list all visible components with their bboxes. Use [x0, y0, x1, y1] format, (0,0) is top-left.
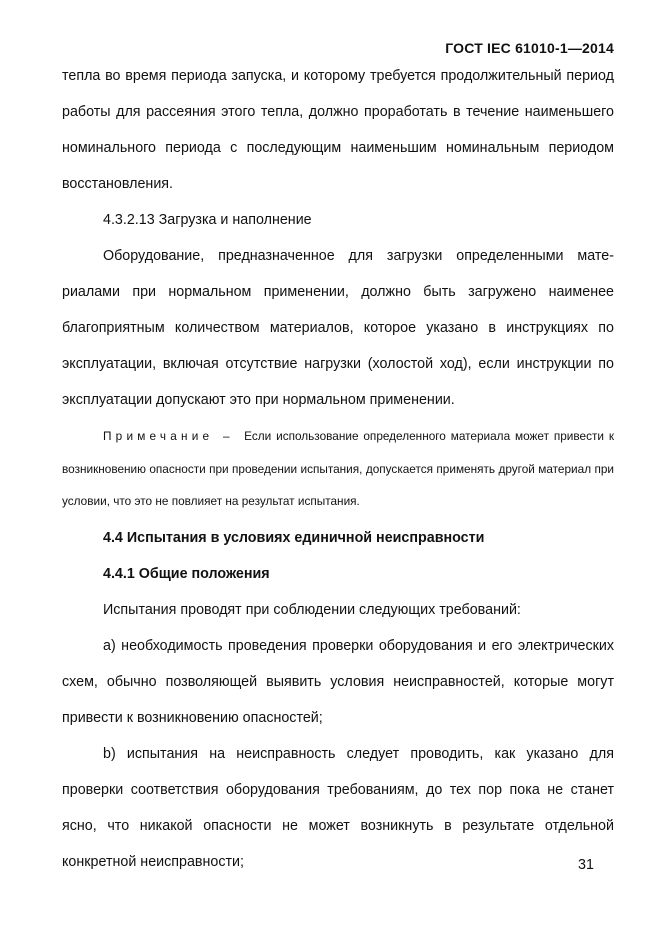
clause-heading-4-3-2-13: 4.3.2.13 Загрузка и наполнение [103, 212, 312, 228]
paragraph-requirements-intro: Испытания проводят при соблюдении следующих требований: [103, 601, 521, 618]
paragraph-continuation: тепла во время периода запуска, и которому требуется продолжительный период работы для рассеяния этого тепла, должно проработать в течение наименьшего номинального периода с последующим наименьшим номинальным периодом восстановления. [62, 68, 614, 192]
note-label: Примечание [103, 429, 214, 443]
document-header: ГОСТ IEC 61010-1—2014 [445, 40, 614, 56]
paragraph-loading: Оборудование, предназначенное для загрузки определенными материалами при нормальном применении, должно быть загружено наименее благоприятным количеством материалов, которое указано в инструкциях по эксплуатации, включая отсутствие нагрузки (холостой ход), если инструкции по эксплуатации допускают это при нормальном применении. [62, 248, 614, 408]
section-heading-4-4: 4.4 Испытания в условиях единичной неисправности [103, 529, 485, 546]
list-item-a: а) необходимость проведения проверки оборудования и его электрических схем, обычно позволяющей выявить условия неисправностей, которые могут привести к возникновению опасностей; [62, 637, 614, 726]
note [62, 420, 614, 518]
note-dash: – [223, 429, 230, 443]
list-item-b: b) испытания на неисправность следует проводить, как указано для проверки соответствия оборудования требованиям, до тех пор пока не станет ясно, что никакой опасности не может возникнуть в результате отдельной конкретной неисправности; [62, 745, 614, 870]
section-heading-4-4-1: 4.4.1 Общие положения [103, 565, 270, 582]
note-text: Если использование определенного материала может привести к возникновению опасности при проведении испытания, допускается применять другой материал при условии, что это не повлияет на результат испытания. [62, 429, 614, 508]
page-number: 31 [578, 857, 594, 873]
page-body [62, 58, 614, 880]
